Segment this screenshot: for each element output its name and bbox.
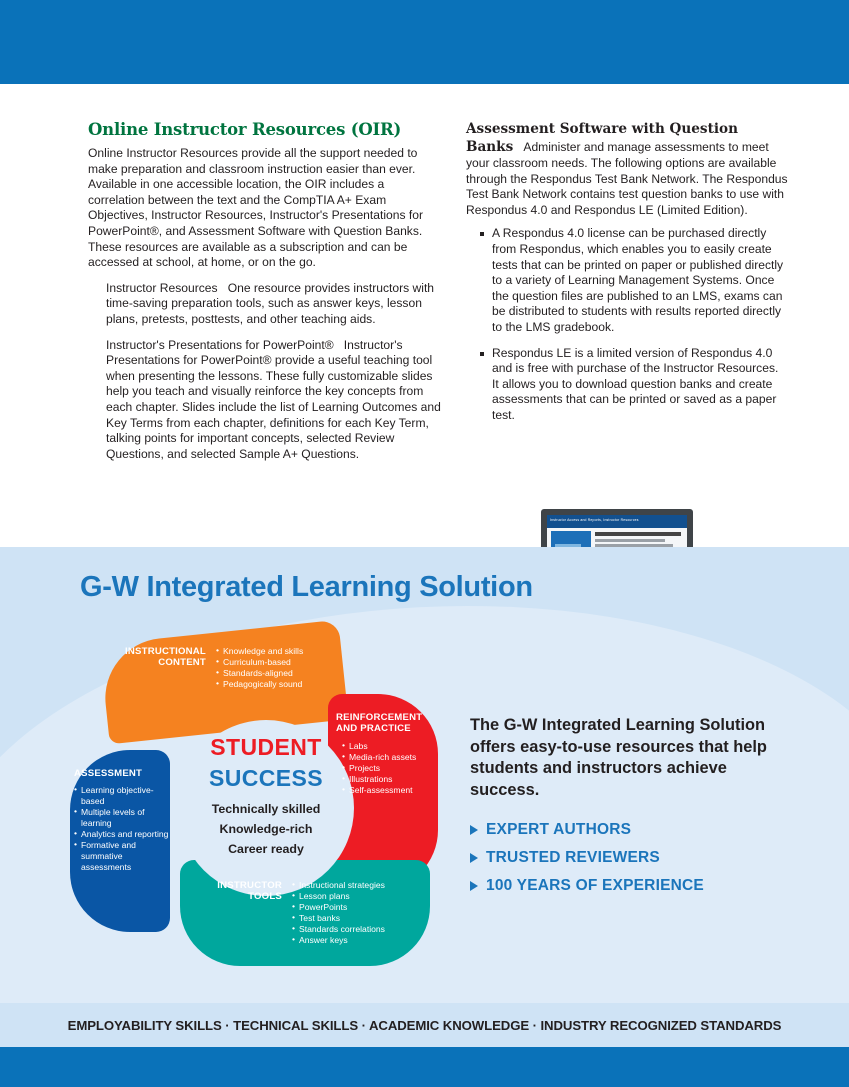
ils-bullet-label: 100 YEARS OF EXPERIENCE [486,877,704,894]
list-item: Respondus LE is a limited version of Respondus 4.0 and is free with purchase of the Instructor Resources. It allows you to download question banks and create assessments that can be printed or saved as a paper test. [482,346,788,424]
instructor-resources-heading: Instructor Resources [106,280,218,295]
list-item: • Pedagogically sound [216,679,346,690]
instructor-resources-text: One resource provides instructors with time-saving preparation tools, such as answer keys, lesson plans, pretests, posttests, and other teaching aids. [106,280,435,326]
oir-intro-paragraph: Online Instructor Resources provide all the support needed to make preparation and classroom instruction easier than ever. Available in one accessible location, the OIR includes a correlation between the text and the CompTIA A+ Exam Objectives, Instructor Resources, Instructor's Presentations for PowerPoint®, and Assessment Software with Question Banks. These resources are available as a subscription and can be accessed at school, at home, or on the go. [88,146,424,270]
label-head-line2: TOOLS [248,891,282,902]
instructor-resources-block [106,281,443,328]
label-items [74,785,170,873]
label-head-line1: INSTRUCTOR [217,880,282,891]
list-item: • Standards-aligned [216,668,346,679]
list-item: • Test banks [292,913,427,924]
triangle-bullet-icon [470,853,478,863]
list-item: • Lesson plans [292,891,427,902]
hub-line-technically-skilled: Technically skilled [211,802,321,816]
bottom-blue-band [0,1047,849,1087]
hub-line-career-ready: Career ready [228,842,304,856]
list-item: • Projects [342,763,446,774]
wheel-center-hub [178,720,354,896]
ils-right-column [470,715,800,905]
hub-line-success: SUCCESS [209,765,323,791]
label-instructional-content [116,646,346,689]
ils-footer-strip [0,1003,849,1047]
list-item: • Analytics and reporting [74,829,170,840]
ils-bullet-label: EXPERT AUTHORS [486,821,632,838]
ils-bullet-100-years [470,877,800,895]
upper-content-area [0,84,849,547]
list-item: • Formative and summative assessments [74,840,170,873]
list-item: • PowerPoints [292,902,427,913]
instructors-presentations-heading: Instructor's Presentations for PowerPoint® [106,337,334,352]
page-title: Online Instructor Resources (OIR) [88,120,402,139]
list-item: • Learning objective-based [74,785,170,807]
label-items [292,880,427,946]
label-instructor-tools [210,880,425,945]
screenshot-header-bar [547,515,687,528]
label-head-line2: AND PRACTICE [336,723,411,734]
integrated-learning-solution-panel [0,547,849,1047]
list-item: • Multiple levels of learning [74,807,170,829]
list-item: • Self-assessment [342,785,446,796]
ils-bullet-trusted-reviewers [470,849,800,867]
screenshot-caption: Instructor Access and Reports, Instructor Resources [550,518,639,522]
screenshot-text-line [595,539,665,542]
list-item: • Illustrations [342,774,446,785]
list-item: A Respondus 4.0 license can be purchased directly from Respondus, which enables you to easily create tests that can be printed on paper or published directly to a variety of Learning Management Systems. Once the question files are published to an LMS, exams can be distributed to students with results reported directly to the LMS gradebook. [482,226,788,335]
left-column [88,120,443,472]
hub-line-student: STUDENT [210,734,322,760]
list-item: • Curriculum-based [216,657,346,668]
assessment-bullet-list [466,226,788,423]
label-items [336,741,446,796]
label-assessment [74,768,170,873]
list-item: • Answer keys [292,935,427,946]
label-head-line1: REINFORCEMENT [336,712,423,723]
list-item: • Knowledge and skills [216,646,346,657]
ils-bullet-expert-authors [470,821,800,839]
list-item: • Labs [342,741,446,752]
assessment-software-heading: Assessment Software with Question Banks [466,121,738,155]
right-column [466,120,788,434]
ils-footer-text: EMPLOYABILITY SKILLS · TECHNICAL SKILLS · ACADEMIC KNOWLEDGE · INDUSTRY RECOGNIZED STANDARDS [67,1017,782,1033]
top-blue-band [0,0,849,84]
list-item: • Instructional strategies [292,880,427,891]
ils-bullet-label: TRUSTED REVIEWERS [486,849,660,866]
instructors-presentations-text: Instructor's Presentations for PowerPoint® provide a useful teaching tool when presenting the lessons. These fully customizable slides help you teach and visually reinforce the key concepts from each chapter. Slides include the list of Learning Outcomes and Key Terms from each chapter, definitions for each Key Term, talking points for important concepts, selected Review Questions, and selected Sample A+ Questions. [106,337,441,461]
ils-title: G-W Integrated Learning Solution [80,571,533,603]
ils-lead-text: The G-W Integrated Learning Solution offers easy-to-use resources that help students and instructors achieve success. [470,716,767,799]
list-item: • Media-rich assets [342,752,446,763]
label-items [216,646,346,690]
label-head-line1: ASSESSMENT [74,768,143,779]
assessment-software-intro: Administer and manage assessments to meet your classroom needs. The following options are available through the Respondus Test Bank Network. The Respondus Test Bank Network contains test question banks to use with Respondus 4.0 and Respondus LE (Limited Edition). [466,140,788,217]
hub-line-knowledge-rich: Knowledge-rich [219,822,313,836]
triangle-bullet-icon [470,881,478,891]
label-head-line2: CONTENT [158,657,206,668]
label-head-line1: INSTRUCTIONAL [125,646,206,657]
label-reinforcement-and-practice [336,712,446,796]
list-item: • Standards correlations [292,924,427,935]
learning-solution-wheel [70,632,460,982]
triangle-bullet-icon [470,825,478,835]
instructors-presentations-block [106,338,443,463]
screenshot-title-line [595,532,681,536]
